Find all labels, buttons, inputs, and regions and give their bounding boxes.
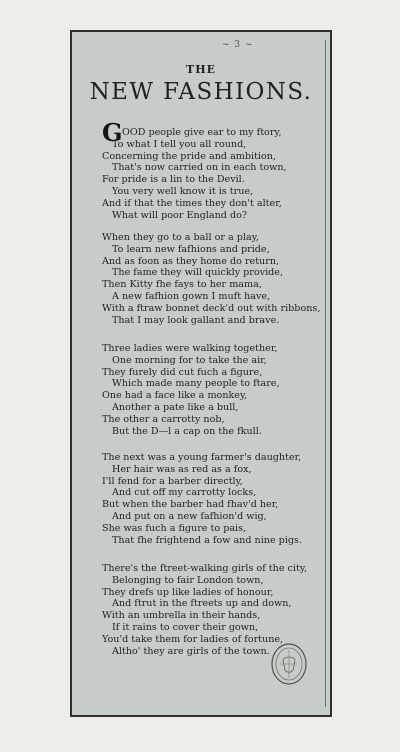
stanza-2 [102, 232, 322, 326]
stanza-line: But when the barber had fhav'd her, [102, 499, 279, 511]
stanza-3 [102, 343, 322, 437]
stanza-line: With an umbrella in their hands, [102, 610, 261, 622]
drop-cap: G [102, 118, 123, 147]
stanza-line: That fhe frightend a fow and nine pigs. [112, 534, 303, 546]
stanza-line: You very well know it is true, [112, 185, 254, 197]
header-mark: ~ 3 ~ [222, 40, 254, 50]
stanza-line: The next was a young farmer's daughter, [102, 452, 302, 463]
stanza-line: Another a pate like a bull, [112, 401, 239, 413]
library-stamp-icon [269, 640, 309, 686]
stanza-line: But the D—l a cap on the fkull. [112, 425, 262, 437]
stanza-line: A new fafhion gown I muft have, [112, 290, 271, 302]
stanza-line: Then Kitty fhe fays to her mama, [102, 279, 262, 291]
stanza-line: OOD people give ear to my ftory, [122, 127, 282, 138]
stanza-line: You'd take them for ladies of fortune, [102, 633, 284, 645]
stanza-line: Concerning the pride and ambition, [102, 150, 277, 162]
stanza-line: They furely did cut fuch a figure, [102, 366, 263, 378]
stanza-line: Belonging to fair London town, [112, 574, 264, 586]
stanza-line: And as foon as they home do return, [102, 255, 280, 267]
stanza-line: One morning for to take the air, [112, 354, 267, 366]
stanza-1 [102, 127, 322, 221]
stanza-line: I'll fend for a barber directly, [102, 475, 243, 487]
stanza-line: The other a carrotty nob, [102, 413, 225, 425]
stanza-line: One had a face like a monkey, [102, 390, 248, 402]
stanza-line: And ftrut in the ftreets up and down, [112, 598, 292, 610]
stanza-line: That I may look gallant and brave. [112, 314, 280, 326]
stanza-line: Altho' they are girls of the town. [112, 645, 270, 657]
stanza-line: Which made many people to ftare, [112, 378, 280, 390]
stanza-line: And put on a new fafhion'd wig, [112, 510, 267, 522]
stanza-line: There's the ftreet-walking girls of the city, [102, 563, 308, 574]
page-title: NEW FASHIONS. [89, 79, 313, 105]
stanza-4 [102, 452, 322, 546]
stanza-line: And if that the times they don't alter, [102, 197, 282, 209]
stanza-line: Three ladies were walking together, [102, 343, 278, 354]
stanza-line: She was fuch a figure to pais, [102, 522, 247, 534]
stanza-line: For pride is a lin to the Devil. [102, 174, 245, 186]
stanza-line: The fame they will quickly provide, [112, 267, 284, 279]
stanza-line: They drefs up like ladies of honour, [102, 586, 274, 598]
stanza-line: To learn new fafhions and pride, [112, 243, 270, 255]
title-the: THE [186, 63, 216, 76]
stanza-line: With a ftraw bonnet deck'd out with ribbons, [102, 302, 321, 314]
stanza-line: When they go to a ball or a play, [102, 232, 259, 243]
stanza-line: And cut off my carrotty locks, [112, 487, 257, 499]
stanza-line: That's now carried on in each town, [112, 162, 287, 174]
stanza-line: Her hair was as red as a fox, [112, 463, 252, 475]
stanza-line: To what I tell you all round, [112, 138, 247, 150]
ballad-sheet [70, 30, 332, 717]
border-rule [325, 40, 326, 707]
stanza-line: What will poor England do? [112, 209, 248, 221]
stanza-line: If it rains to cover their gown, [112, 621, 259, 633]
